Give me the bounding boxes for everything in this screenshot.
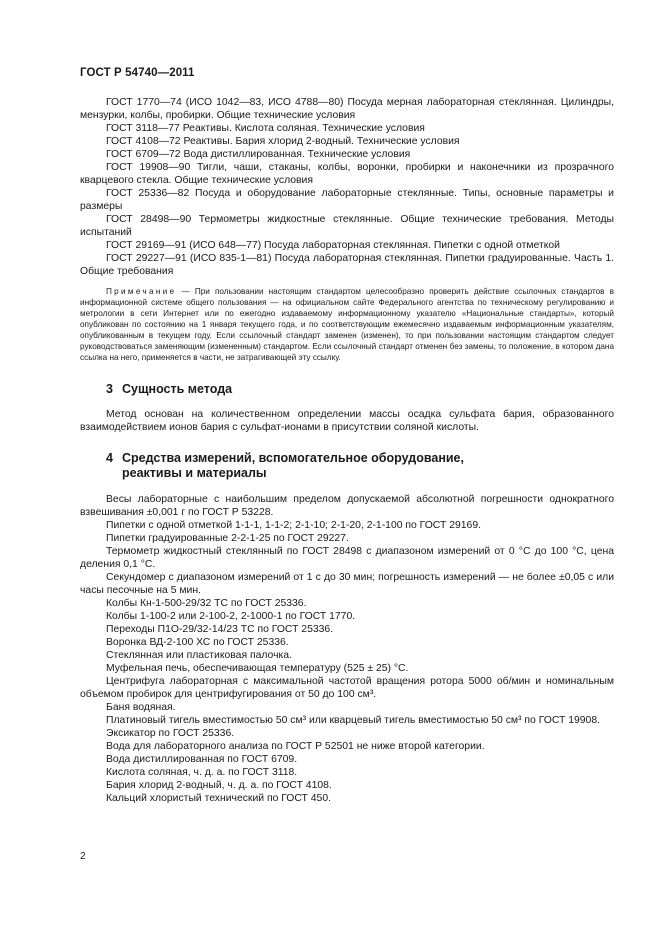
reference-item: ГОСТ 29227—91 (ИСО 835-1—81) Посуда лабораторная стеклянная. Пипетки градуированные. Часть 1. Общие требования bbox=[80, 253, 614, 277]
reference-item: ГОСТ 25336—82 Посуда и оборудование лабораторные стеклянные. Типы, основные параметры и размеры bbox=[80, 188, 614, 212]
equipment-item: Баня водяная. bbox=[106, 702, 176, 713]
section-3-text: Метод основан на количественном определении массы осадка сульфата бария, образованного взаимодействием ионов бария с сульфат-ионами в присутствии соляной кислоты. bbox=[80, 409, 614, 433]
equipment-item: Вода дистиллированная по ГОСТ 6709. bbox=[106, 754, 298, 765]
equipment-item: Переходы П1О-29/32-14/23 ТС по ГОСТ 25336. bbox=[106, 624, 334, 635]
section-3-number: 3 bbox=[106, 382, 113, 396]
section-3-title: Сущность метода bbox=[122, 382, 233, 396]
equipment-item: Вода для лабораторного анализа по ГОСТ Р 52501 не ниже второй категории. bbox=[106, 741, 485, 752]
equipment-item: Платиновый тигель вместимостью 50 см³ или кварцевый тигель вместимостью 50 см³ по ГОСТ 19908. bbox=[106, 715, 600, 726]
equipment-item: Пипетки градуированные 2-2-1-25 по ГОСТ 29227. bbox=[106, 533, 349, 544]
equipment-item: Секундомер с диапазоном измерений от 1 с до 30 мин; погрешность измерений — не более ±0,05 с или часы песочные на 5 мин. bbox=[80, 572, 614, 596]
page-header: ГОСТ Р 54740—2011 bbox=[80, 67, 195, 79]
equipment-item: Эксикатор по ГОСТ 25336. bbox=[106, 728, 235, 739]
section-4-heading bbox=[80, 451, 614, 481]
reference-item: ГОСТ 1770—74 (ИСО 1042—83, ИСО 4788—80) Посуда мерная лабораторная стеклянная. Цилиндры, мензурки, колбы, пробирки. Общие технические условия bbox=[80, 97, 614, 121]
equipment-item: Кальций хлористый технический по ГОСТ 450. bbox=[106, 793, 331, 804]
section-3-heading bbox=[80, 382, 614, 397]
equipment-item: Стеклянная или пластиковая палочка. bbox=[106, 650, 292, 661]
reference-item: ГОСТ 6709—72 Вода дистиллированная. Технические условия bbox=[106, 149, 411, 160]
equipment-item: Бария хлорид 2-водный, ч. д. а. по ГОСТ 4108. bbox=[106, 780, 332, 791]
equipment-item: Весы лабораторные с наибольшим пределом допускаемой абсолютной погрешности однократного взвешивания ±0,001 г по ГОСТ Р 53228. bbox=[80, 494, 614, 518]
page-content bbox=[80, 96, 614, 805]
note-label: Примечание bbox=[106, 287, 177, 296]
equipment-item: Кислота соляная, ч. д. а. по ГОСТ 3118. bbox=[106, 767, 298, 778]
equipment-item: Муфельная печь, обеспечивающая температуру (525 ± 25) °С. bbox=[106, 663, 409, 674]
note-text: — При пользовании настоящим стандартом целесообразно проверить действие ссылочных стандартов в информационной системе общего пользования — на официальном сайте Федерального агентства по техническому регулированию и метрологии в сети Интернет или по ежегодно издаваемому информационному указателю «Национальные стандарты», который опубликован по состоянию на 1 января текущего года, и по соответствующим ежемесячно издаваемым информационным указателям, опубликованным в текущем году. Если ссылочный стандарт заменен (изменен), то при пользовании настоящим стандартом следует руководствоваться заменяющим (измененным) стандартом. Если ссылочный стандарт отменен без замены, то положение, в котором дана ссылка на него, применяется в части, не затрагивающей эту ссылку. bbox=[80, 287, 614, 362]
equipment-item: Центрифуга лабораторная с максимальной частотой вращения ротора 5000 об/мин и номинальным объемом пробирок для центрифугирования от 50 до 100 см³. bbox=[80, 676, 614, 700]
section-4-title-line1: Средства измерений, вспомогательное оборудование, bbox=[122, 451, 464, 465]
equipment-item: Пипетки с одной отметкой 1-1-1, 1-1-2; 2-1-10; 2-1-20, 2-1-100 по ГОСТ 29169. bbox=[106, 520, 481, 531]
reference-item: ГОСТ 19908—90 Тигли, чаши, стаканы, колбы, воронки, пробирки и наконечники из прозрачного кварцевого стекла. Общие технические условия bbox=[80, 162, 614, 186]
equipment-list bbox=[80, 493, 614, 805]
reference-item: ГОСТ 4108—72 Реактивы. Бария хлорид 2-водный. Технические условия bbox=[106, 136, 460, 147]
normative-references bbox=[80, 96, 614, 278]
section-4-number: 4 bbox=[106, 451, 113, 465]
references-note bbox=[80, 286, 614, 363]
equipment-item: Воронка ВД-2-100 ХС по ГОСТ 25336. bbox=[106, 637, 289, 648]
section-4-title-line2: реактивы и материалы bbox=[122, 466, 267, 480]
page-number: 2 bbox=[80, 851, 86, 862]
equipment-item: Колбы 1-100-2 или 2-100-2, 2-1000-1 по ГОСТ 1770. bbox=[106, 611, 356, 622]
equipment-item: Колбы Кн-1-500-29/32 ТС по ГОСТ 25336. bbox=[106, 598, 307, 609]
reference-item: ГОСТ 28498—90 Термометры жидкостные стеклянные. Общие технические требования. Методы испытаний bbox=[80, 214, 614, 238]
reference-item: ГОСТ 3118—77 Реактивы. Кислота соляная. Технические условия bbox=[106, 123, 425, 134]
equipment-item: Термометр жидкостный стеклянный по ГОСТ 28498 с диапазоном измерений от 0 °С до 100 °С, цена деления 0,1 °С. bbox=[80, 546, 614, 570]
reference-item: ГОСТ 29169—91 (ИСО 648—77) Посуда лабораторная стеклянная. Пипетки с одной отметкой bbox=[106, 240, 560, 251]
